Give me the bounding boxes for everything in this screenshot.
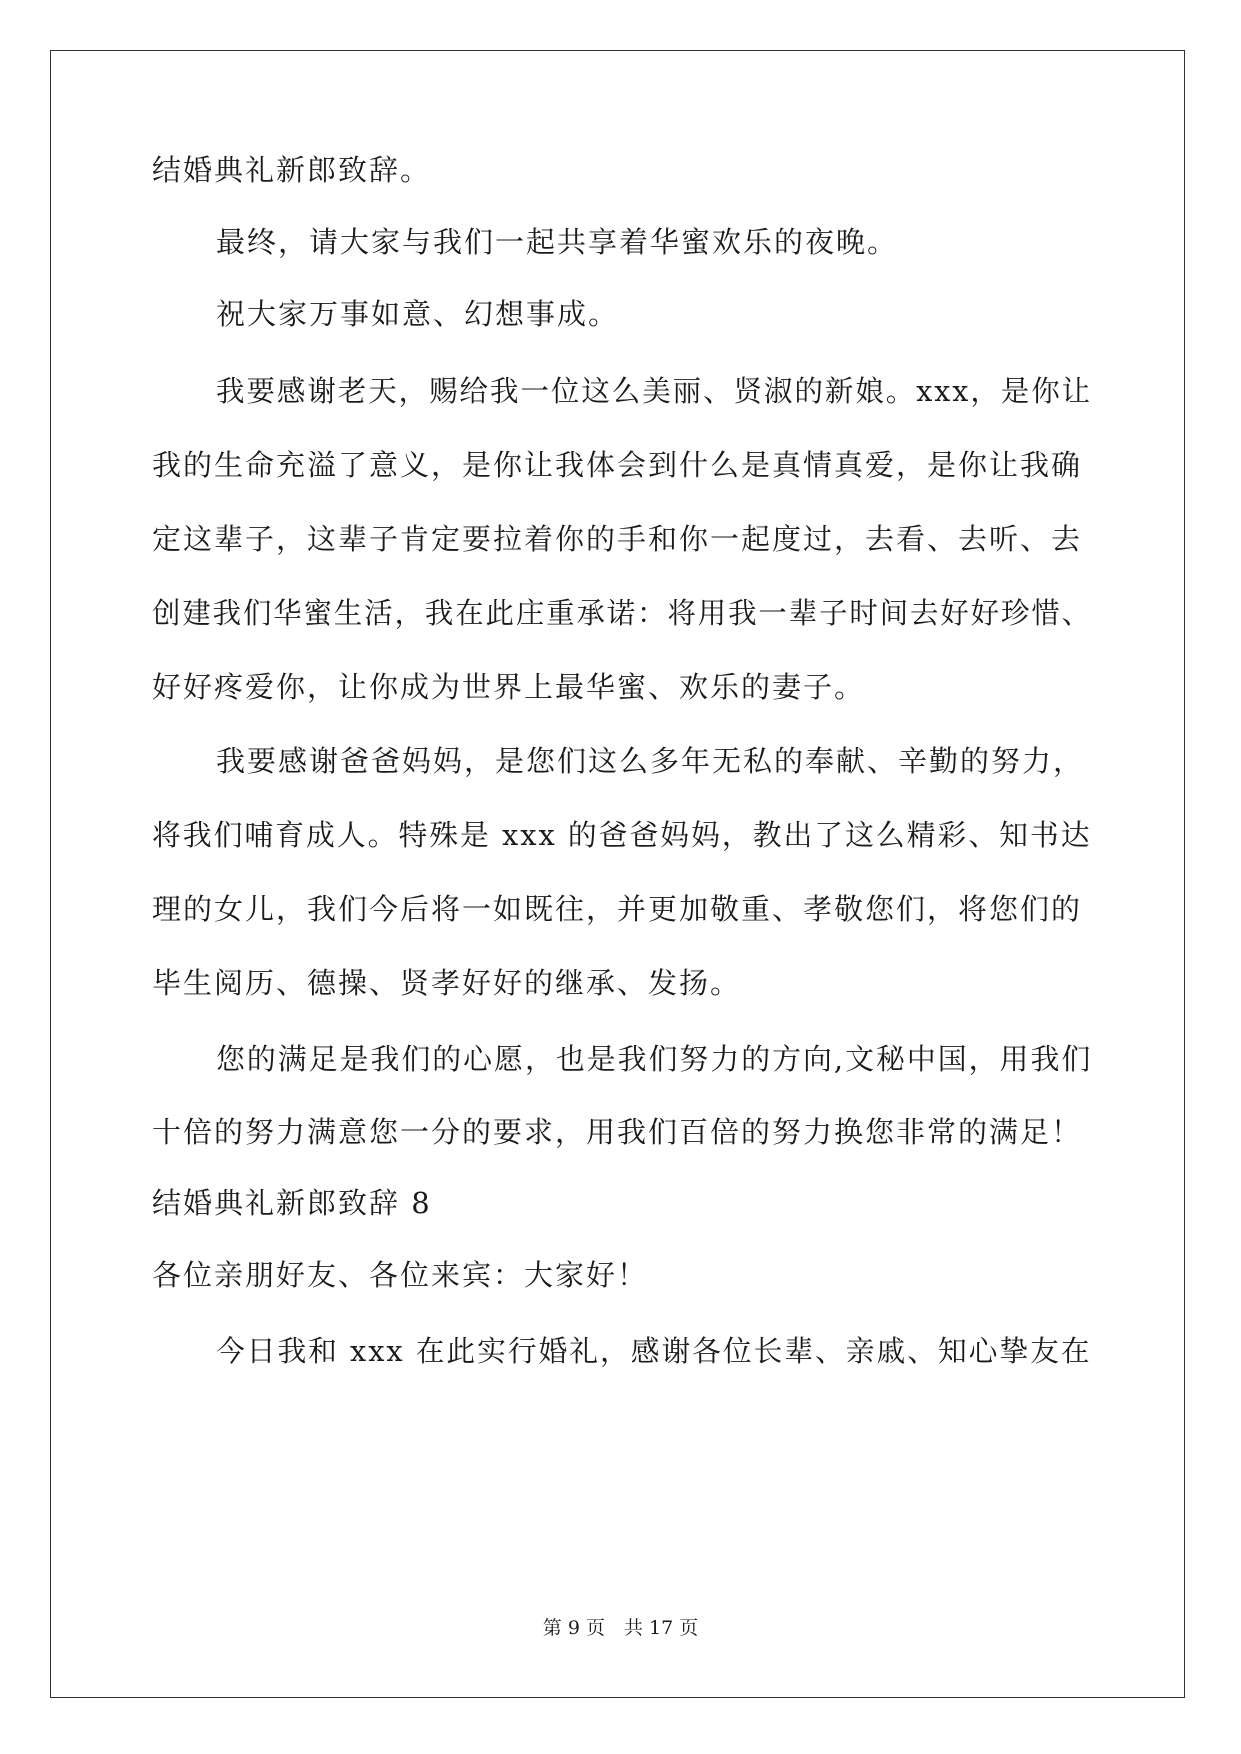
text-line: 将我们哺育成人。特殊是 xxx 的爸爸妈妈，教出了这么精彩、知书达 — [152, 818, 1092, 852]
text-line: 理的女儿，我们今后将一如既往，并更加敬重、孝敬您们，将您们的 — [152, 892, 1083, 926]
text-line: 最终，请大家与我们一起共享着华蜜欢乐的夜晚。 — [216, 225, 899, 259]
text-line: 我的生命充溢了意义，是你让我体会到什么是真情真爱，是你让我确 — [152, 448, 1083, 482]
text-line: 您的满足是我们的心愿，也是我们努力的方向,文秘中国，用我们 — [216, 1042, 1093, 1076]
text-line: 定这辈子，这辈子肯定要拉着你的手和你一起度过，去看、去听、去 — [152, 522, 1083, 556]
text-line: 我要感谢爸爸妈妈，是您们这么多年无私的奉献、辛勤的努力， — [216, 744, 1085, 778]
page-number: 第 9 页 共 17 页 — [542, 1617, 699, 1639]
text-line: 结婚典礼新郎致辞。 — [152, 153, 432, 187]
text-line: 好好疼爱你，让你成为世界上最华蜜、欢乐的妻子。 — [152, 670, 866, 704]
text-line: 十倍的努力满意您一分的要求，用我们百倍的努力换您非常的满足！ — [152, 1115, 1083, 1149]
text-line: 毕生阅历、德操、贤孝好好的继承、发扬。 — [152, 966, 742, 1000]
text-line: 祝大家万事如意、幻想事成。 — [216, 297, 620, 331]
section-heading: 结婚典礼新郎致辞 8 — [152, 1186, 432, 1220]
text-line: 我要感谢老天，赐给我一位这么美丽、贤淑的新娘。xxx，是你让 — [216, 374, 1093, 408]
page-number-footer — [0, 1616, 1241, 1640]
text-line: 各位亲朋好友、各位来宾：大家好！ — [152, 1258, 649, 1292]
text-line: 创建我们华蜜生活，我在此庄重承诺：将用我一辈子时间去好好珍惜、 — [152, 596, 1092, 630]
text-line: 今日我和 xxx 在此实行婚礼，感谢各位长辈、亲戚、知心挚友在 — [216, 1334, 1092, 1368]
